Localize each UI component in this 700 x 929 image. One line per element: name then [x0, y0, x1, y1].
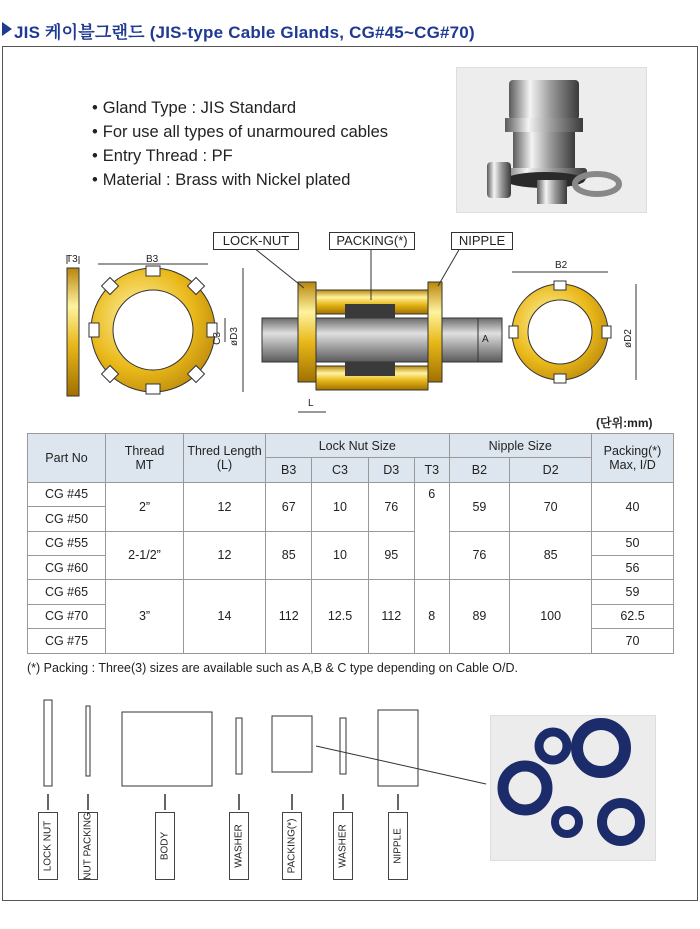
part-label-lock-nut: LOCK NUT [38, 812, 58, 880]
packing-callout: PACKING(*) [329, 232, 415, 250]
packing-note: (*) Packing : Three(3) sizes are available such as A,B & C type depending on Cable O/D. [27, 661, 518, 675]
feature-item: • Entry Thread : PF [92, 144, 388, 168]
table-row: CG #45 2” 12 67 10 76 6 59 70 40 [28, 482, 674, 506]
dim-b2: B2 [555, 260, 568, 271]
col-header: Part No [28, 434, 106, 483]
col-header: Packing(*) Max, I/D [592, 434, 674, 483]
table-row: CG #60 56 [28, 555, 674, 579]
col-header: Thread MT [106, 434, 184, 483]
feature-item: • Material : Brass with Nickel plated [92, 168, 388, 192]
col-header: B3 [266, 458, 312, 482]
feature-item: • For use all types of unarmoured cables [92, 120, 388, 144]
col-header: B2 [449, 458, 510, 482]
col-header: Lock Nut Size [266, 434, 450, 458]
part-label-washer: WASHER [229, 812, 249, 880]
dim-l: L [308, 398, 314, 409]
part-label-washer-2: WASHER [333, 812, 353, 880]
dim-t3: T3 [66, 254, 78, 265]
packing-photo [490, 715, 656, 861]
page-title: JIS 케이블그랜드 (JIS-type Cable Glands, CG#45~CG#70) [14, 23, 475, 42]
nipple-callout: NIPPLE [451, 232, 513, 250]
col-header: C3 [312, 458, 368, 482]
dim-d2: øD2 [622, 329, 634, 348]
dim-a: A [482, 334, 489, 345]
specification-table [27, 433, 674, 654]
table-row: CG #50 [28, 507, 674, 531]
unit-label: (단위:mm) [596, 416, 653, 430]
dim-b3: B3 [146, 254, 159, 265]
table-row: CG #65 3” 14 112 12.5 112 8 89 100 59 [28, 580, 674, 604]
dim-d3: øD3 [228, 327, 240, 346]
table-row: CG #75 70 [28, 629, 674, 653]
col-header: D3 [368, 458, 414, 482]
table-row: CG #70 62.5 [28, 604, 674, 628]
dim-c3: C3 [211, 332, 223, 345]
part-label-nipple: NIPPLE [388, 812, 408, 880]
col-header: Nipple Size [449, 434, 591, 458]
part-label-nut-packing: NUT PACKING [78, 812, 98, 880]
feature-item: • Gland Type : JIS Standard [92, 96, 388, 120]
col-header: T3 [414, 458, 449, 482]
part-label-packing: PACKING(*) [282, 812, 302, 880]
locknut-callout: LOCK-NUT [213, 232, 299, 250]
part-label-body: BODY [155, 812, 175, 880]
col-header: Thred Length (L) [184, 434, 266, 483]
table-row: CG #55 2-1/2” 12 85 10 95 76 85 50 [28, 531, 674, 555]
col-header: D2 [510, 458, 592, 482]
